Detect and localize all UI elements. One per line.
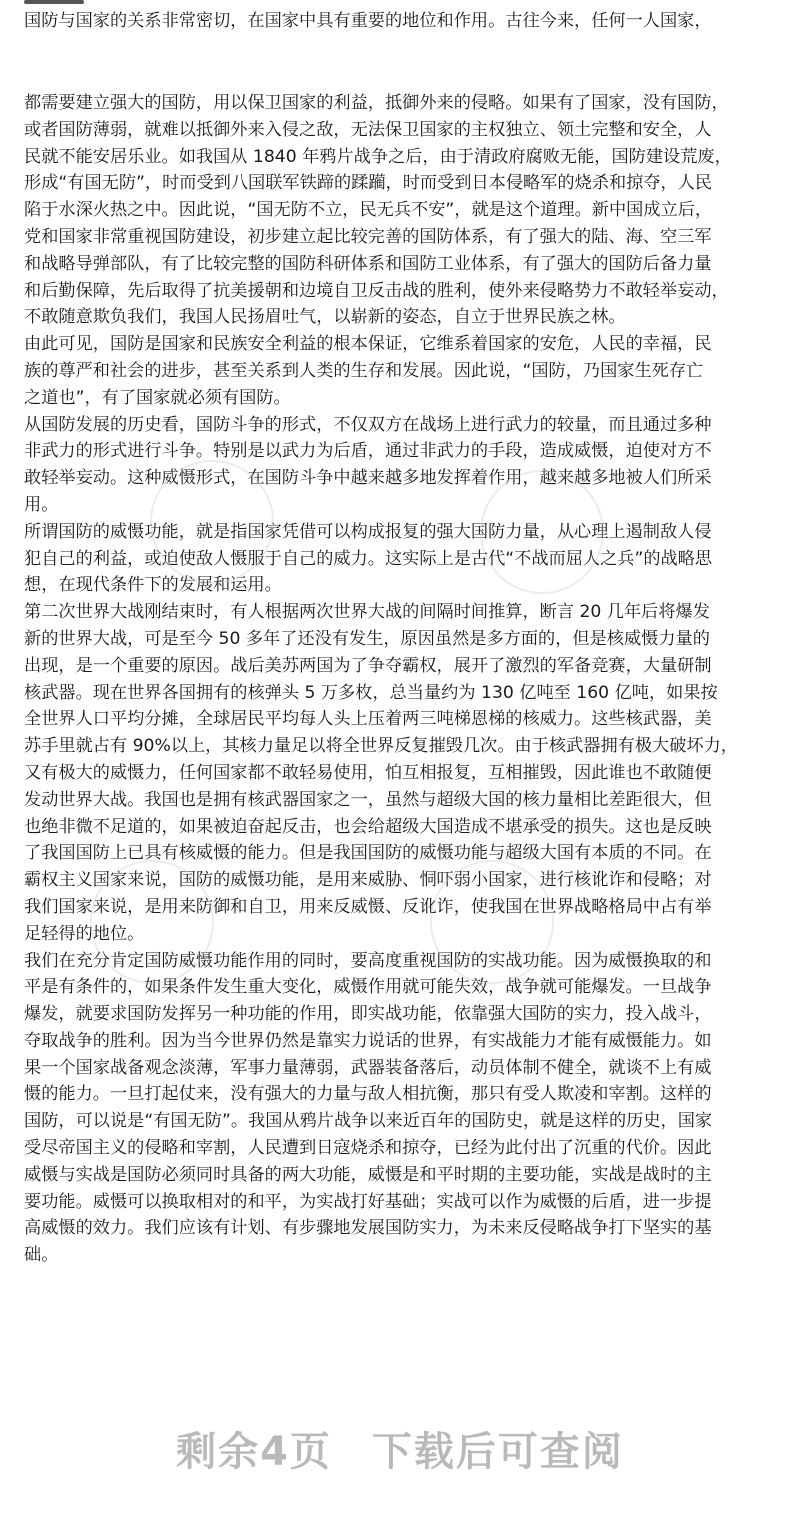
document-line: 和后勤保障，先后取得了抗美援朝和边境自卫反击战的胜利，使外来侵略势力不敢轻举妄动， [24, 280, 729, 301]
document-line: 了我国国防上已具有核威慑的能力。但是我国国防的威慑功能与超级大国有本质的不同。在 [24, 843, 712, 864]
document-line: 霸权主义国家来说，国防的威慑功能，是用来威胁、恫吓弱小国家，进行核讹诈和侵略；对 [24, 870, 712, 891]
document-line: 核武器。现在世界各国拥有的核弹头 5 万多枚，总当量约为 130 亿吨至 160 亿吨，如果按 [24, 682, 718, 703]
document-line: 和战略导弹部队，有了比较完整的国防科研体系和国防工业体系，有了强大的国防后备力量 [24, 253, 712, 274]
download-hint-text: 下载后可查阅 [371, 1429, 624, 1475]
document-line: 我们国家来说，是用来防御和自卫，用来反威慑、反讹诈，使我国在世界战略格局中占有举 [24, 896, 712, 917]
document-line: 或者国防薄弱，就难以抵御外来入侵之敌，无法保卫国家的主权独立、领土完整和安全，人 [24, 119, 712, 140]
document-first-line: 国防与国家的关系非常密切，在国家中具有重要的地位和作用。古往今来，任何一人国家， [24, 11, 712, 31]
document-line: 又有极大的威慑力，任何国家都不敢轻易使用，怕互相报复，互相摧毁，因此谁也不敢随便 [24, 762, 712, 783]
document-line: 党和国家非常重视国防建设，初步建立起比较完善的国防体系，有了强大的陆、海、空三军 [24, 226, 712, 247]
document-line: 新的世界大战，可是至今 50 多年了还没有发生，原因虽然是多方面的，但是核威慑力量的 [24, 628, 710, 649]
document-line: 第二次世界大战刚结束时，有人根据两次世界大战的间隔时间推算，断言 20 几年后将爆发 [24, 602, 710, 623]
document-line: 从国防发展的历史看，国防斗争的形式，不仅双方在战场上进行武力的较量，而且通过多种 [24, 414, 712, 435]
document-line: 犯自己的利益，或迫使敌人慑服于自己的威力。这实际上是古代“不战而屈人之兵”的战略思 [24, 548, 713, 569]
document-line: 想，在现代条件下的发展和运用。 [24, 575, 282, 596]
document-line: 所谓国防的威慑功能，就是指国家凭借可以构成报复的强大国防力量，从心理上遏制敌人侵 [24, 521, 712, 542]
document-line: 不敢随意欺负我们，我国人民扬眉吐气，以崭新的姿态，自立于世界民族之林。 [24, 307, 626, 328]
document-line: 平是有条件的，如果条件发生重大变化，威慑作用就可能失效，战争就可能爆发。一旦战争 [24, 977, 712, 998]
document-line: 也绝非微不足道的，如果被迫奋起反击，也会给超级大国造成不堪承受的损失。这也是反映 [24, 816, 712, 837]
document-body [24, 90, 784, 1269]
document-line: 形成“有国无防”，时而受到八国联军铁蹄的蹂躏，时而受到日本侵略军的烧杀和掠夺，人民 [24, 173, 713, 194]
document-line: 国防，可以说是“有国无防”。我国从鸦片战争以来近百年的国防史，就是这样的历史，国家 [24, 1111, 713, 1132]
document-line: 足轻得的地位。 [24, 923, 145, 944]
document-line: 敢轻举妄动。这种威慑形式，在国防斗争中越来越多地发挥着作用，越来越多地被人们所采 [24, 468, 712, 489]
document-line: 果一个国家战备观念淡薄，军事力量薄弱，武器装备落后，动员体制不健全，就谈不上有威 [24, 1057, 712, 1078]
document-line: 苏手里就占有 90%以上，其核力量足以将全世界反复摧毁几次。由于核武器拥有极大破坏力， [24, 736, 738, 757]
document-line: 慑的能力。一旦打起仗来，没有强大的力量与敌人相抗衡，那只有受人欺凌和宰割。这样的 [24, 1084, 712, 1105]
document-line: 都需要建立强大的国防，用以保卫国家的利益，抵御外来的侵略。如果有了国家，没有国防， [24, 93, 729, 113]
document-line: 出现，是一个重要的原因。战后美苏两国为了争夺霸权，展开了激烈的军备竞赛，大量研制 [24, 655, 712, 676]
document-line: 由此可见，国防是国家和民族安全利益的根本保证，它维系着国家的安危，人民的幸福，民 [24, 334, 712, 355]
clipped-previous-line [24, 0, 104, 6]
remaining-pages-text: 剩余4页 [176, 1429, 332, 1475]
document-line: 陷于水深火热之中。因此说，“国无防不立，民无兵不安”，就是这个道理。新中国成立后， [24, 200, 713, 221]
document-line: 之道也”，有了国家就必须有国防。 [24, 387, 291, 408]
document-line: 受尽帝国主义的侵略和宰割，人民遭到日寇烧杀和掠夺，已经为此付出了沉重的代价。因此 [24, 1138, 712, 1159]
document-line: 族的尊严和社会的进步，甚至关系到人类的生存和发展。因此说，“国防，乃国家生死存亡 [24, 360, 704, 381]
document-line: 我们在充分肯定国防威慑功能作用的同时，要高度重视国防的实战功能。因为威慑换取的和 [24, 950, 712, 971]
document-line: 要功能。威慑可以换取相对的和平，为实战打好基础；实战可以作为威慑的后盾，进一步提 [24, 1191, 712, 1212]
document-line: 高威慑的效力。我们应该有计划、有步骤地发展国防实力，为未来反侵略战争打下坚实的基 [24, 1218, 712, 1239]
document-line: 威慑与实战是国防必须同时具备的两大功能，威慑是和平时期的主要功能，实战是战时的主 [24, 1164, 712, 1185]
document-line: 非武力的形式进行斗争。特别是以武力为后盾，通过非武力的手段，造成威慑，迫使对方不 [24, 441, 712, 462]
document-line: 民就不能安居乐业。如我国从 1840 年鸦片战争之后，由于清政府腐败无能，国防建设荒废， [24, 146, 732, 167]
document-line: 发动世界大战。我国也是拥有核武器国家之一，虽然与超级大国的核力量相比差距很大，但 [24, 789, 712, 810]
document-line: 础。 [24, 1245, 59, 1266]
remaining-pages-banner[interactable] [0, 1420, 800, 1477]
document-line: 全世界人口平均分摊，全球居民平均每人头上压着两三吨梯恩梯的核威力。这些核武器，美 [24, 709, 712, 730]
document-line: 夺取战争的胜利。因为当今世界仍然是靠实力说话的世界，有实战能力才能有威慑能力。如 [24, 1030, 712, 1051]
document-line: 爆发，就要求国防发挥另一种功能的作用，即实战功能，依靠强大国防的实力，投入战斗， [24, 1004, 712, 1025]
document-line: 用。 [24, 494, 59, 515]
